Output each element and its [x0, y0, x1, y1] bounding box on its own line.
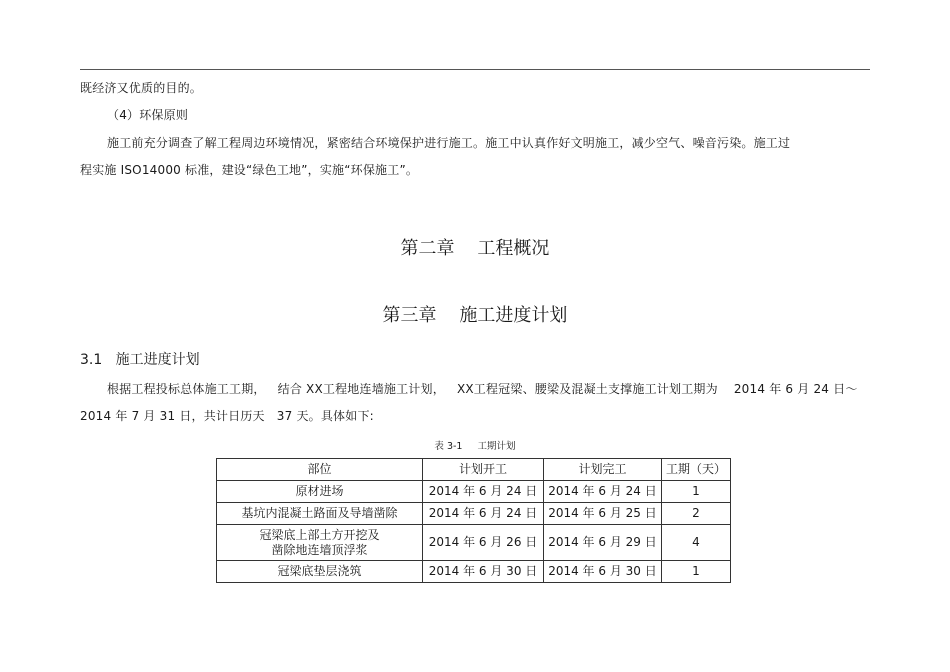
- table-cell: 1: [661, 481, 730, 503]
- table-cell: 2014 年 6 月 29 日: [543, 525, 661, 561]
- table-cell: 2014 年 6 月 24 日: [423, 481, 544, 503]
- paragraph-line: 程实施 ISO14000 标准，建设“绿色工地”，实施“环保施工”。: [80, 163, 419, 177]
- column-header: 部位: [217, 459, 423, 481]
- table-row: [217, 525, 731, 561]
- table-cell: 冠梁底垫层浇筑: [217, 561, 423, 583]
- paragraph-line: 2014 年 7 月 31 日，共计日历天 37 天。具体如下:: [80, 409, 374, 423]
- cell-text-line: 凿除地连墙顶浮浆: [271, 542, 368, 557]
- table-caption: 表 3-1 工期计划: [434, 441, 516, 452]
- table-cell: 2: [661, 503, 730, 525]
- table-header-row: [217, 459, 731, 481]
- table-cell: 2014 年 6 月 25 日: [543, 503, 661, 525]
- cell-text-line: 冠梁底上部土方开挖及: [259, 527, 380, 542]
- table-cell: 2014 年 6 月 24 日: [543, 481, 661, 503]
- paragraph-heading: （4）环保原则: [107, 108, 189, 122]
- table-row: [217, 481, 731, 503]
- table-cell: 2014 年 6 月 24 日: [423, 503, 544, 525]
- table-cell: [217, 525, 423, 561]
- table-cell: 2014 年 6 月 30 日: [423, 561, 544, 583]
- table-cell: 4: [661, 525, 730, 561]
- chapter-title: 第二章 工程概况: [400, 238, 550, 259]
- table-row: [217, 503, 731, 525]
- column-header: 计划开工: [423, 459, 544, 481]
- section-heading: 3.1 施工进度计划: [80, 352, 200, 368]
- paragraph-line: 施工前充分调查了解工程周边环境情况，紧密结合环境保护进行施工。施工中认真作好文明施工，减少空气、噪音污染。施工过: [107, 136, 791, 150]
- paragraph-line: 既经济又优质的目的。: [80, 81, 203, 95]
- paragraph-line: 根据工程投标总体施工工期， 结合 XX工程地连墙施工计划， XX工程冠梁、腰梁及混凝土支撑施工计划工期为 2014 年 6 月 24 日～: [107, 382, 858, 396]
- schedule-table: [216, 458, 731, 583]
- table-cell: 2014 年 6 月 26 日: [423, 525, 544, 561]
- column-header: 工期（天）: [661, 459, 730, 481]
- table-cell: 1: [661, 561, 730, 583]
- header-rule: [80, 69, 870, 70]
- chapter-title: 第三章 施工进度计划: [382, 305, 568, 326]
- column-header: 计划完工: [543, 459, 661, 481]
- table-cell: 基坑内混凝土路面及导墙凿除: [217, 503, 423, 525]
- table-row: [217, 561, 731, 583]
- table-cell: 原材进场: [217, 481, 423, 503]
- table-cell: 2014 年 6 月 30 日: [543, 561, 661, 583]
